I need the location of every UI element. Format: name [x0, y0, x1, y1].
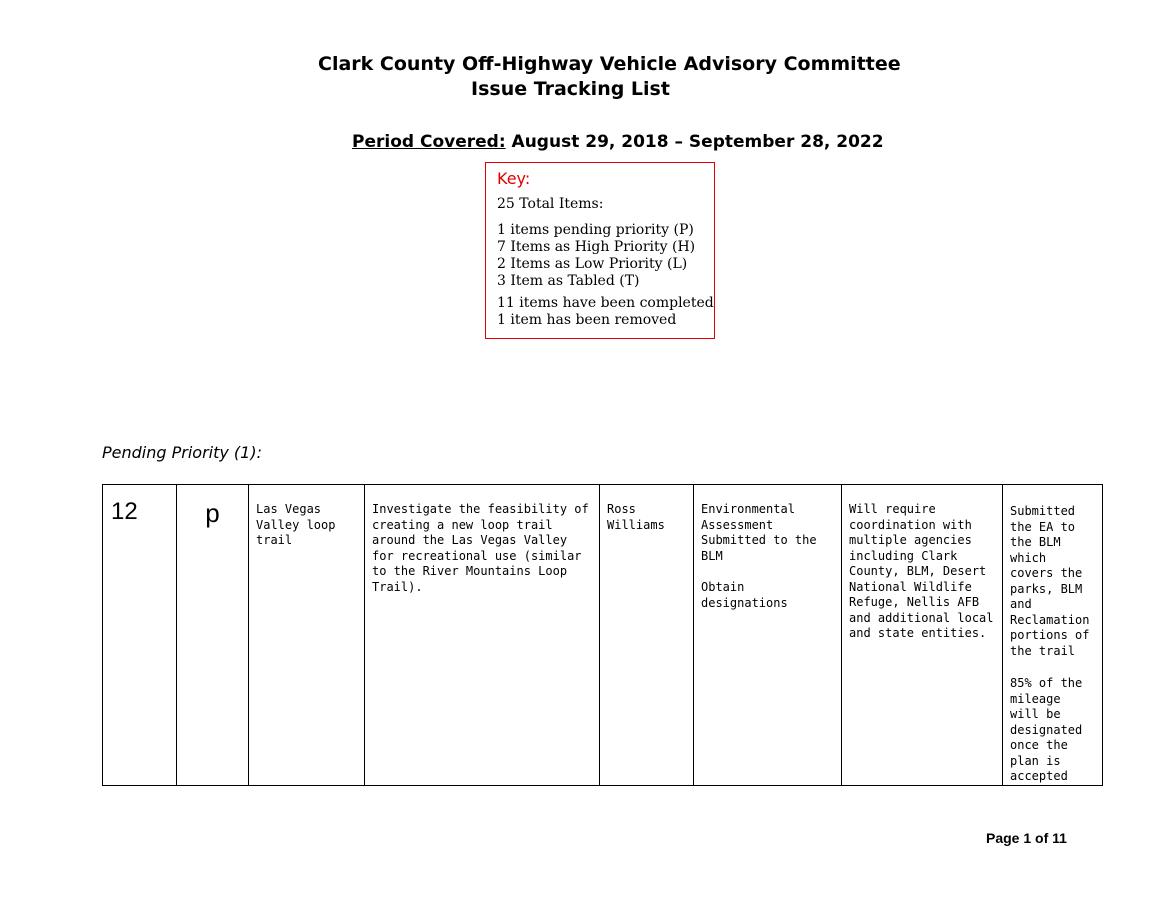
issue-actions-cell: [694, 485, 842, 786]
issue-description-cell: [365, 485, 600, 786]
document-title: Clark County Off-Highway Vehicle Advisory Committee: [318, 53, 901, 75]
page-footer: [986, 828, 1067, 848]
issue-notes-cell: [842, 485, 1003, 786]
period-value: August 29, 2018 – September 28, 2022: [511, 132, 884, 152]
document-subtitle: Issue Tracking List: [471, 78, 670, 100]
issue-title-cell: [249, 485, 365, 786]
issue-action-2: Obtain designations: [701, 580, 788, 610]
issues-table: [102, 484, 1103, 786]
key-tabled: 3 Item as Tabled (T): [497, 273, 640, 289]
of-word: of: [1035, 830, 1049, 846]
key-box: [485, 162, 715, 339]
issue-title: Las Vegas Valley loop trail: [256, 502, 336, 547]
issue-notes: Will require coordination with multiple agencies including Clark County, BLM, Desert National Wildlife Refuge, Nellis AFB and additional local and state entities.: [849, 502, 994, 640]
issue-contact-cell: [600, 485, 694, 786]
issue-action-1: Environmental Assessment Submitted to the BLM: [701, 502, 817, 563]
issue-status-2: 85% of the mileage will be designated once the plan is accepted: [1010, 676, 1083, 783]
key-pending: 1 items pending priority (P): [497, 222, 694, 238]
issue-status-cell: [1003, 485, 1103, 786]
section-heading: Pending Priority (1):: [102, 443, 262, 462]
page-word: Page: [986, 830, 1020, 846]
issue-number: 12: [103, 485, 177, 786]
key-high: 7 Items as High Priority (H): [497, 239, 696, 255]
table-row: [103, 485, 1103, 786]
period-label: Period Covered:: [352, 132, 506, 152]
total-pages: 11: [1052, 830, 1067, 846]
key-total-items: 25 Total Items:: [497, 196, 604, 212]
period-covered: [352, 130, 884, 154]
key-heading: Key:: [497, 169, 531, 188]
issue-priority: p: [177, 485, 249, 786]
key-removed: 1 item has been removed: [497, 312, 677, 328]
key-low: 2 Items as Low Priority (L): [497, 256, 688, 272]
page-number: 1: [1023, 830, 1032, 846]
key-completed: 11 items have been completed: [497, 295, 714, 311]
issue-status-1: Submitted the EA to the BLM which covers the parks, BLM and Reclamation portions of the trail: [1010, 504, 1090, 658]
issue-description: Investigate the feasibility of creating a new loop trail around the Las Vegas Valley for recreational use (similar to the River Mountains Loop Trail).: [372, 502, 589, 594]
issue-contact: Ross Williams: [607, 502, 665, 532]
